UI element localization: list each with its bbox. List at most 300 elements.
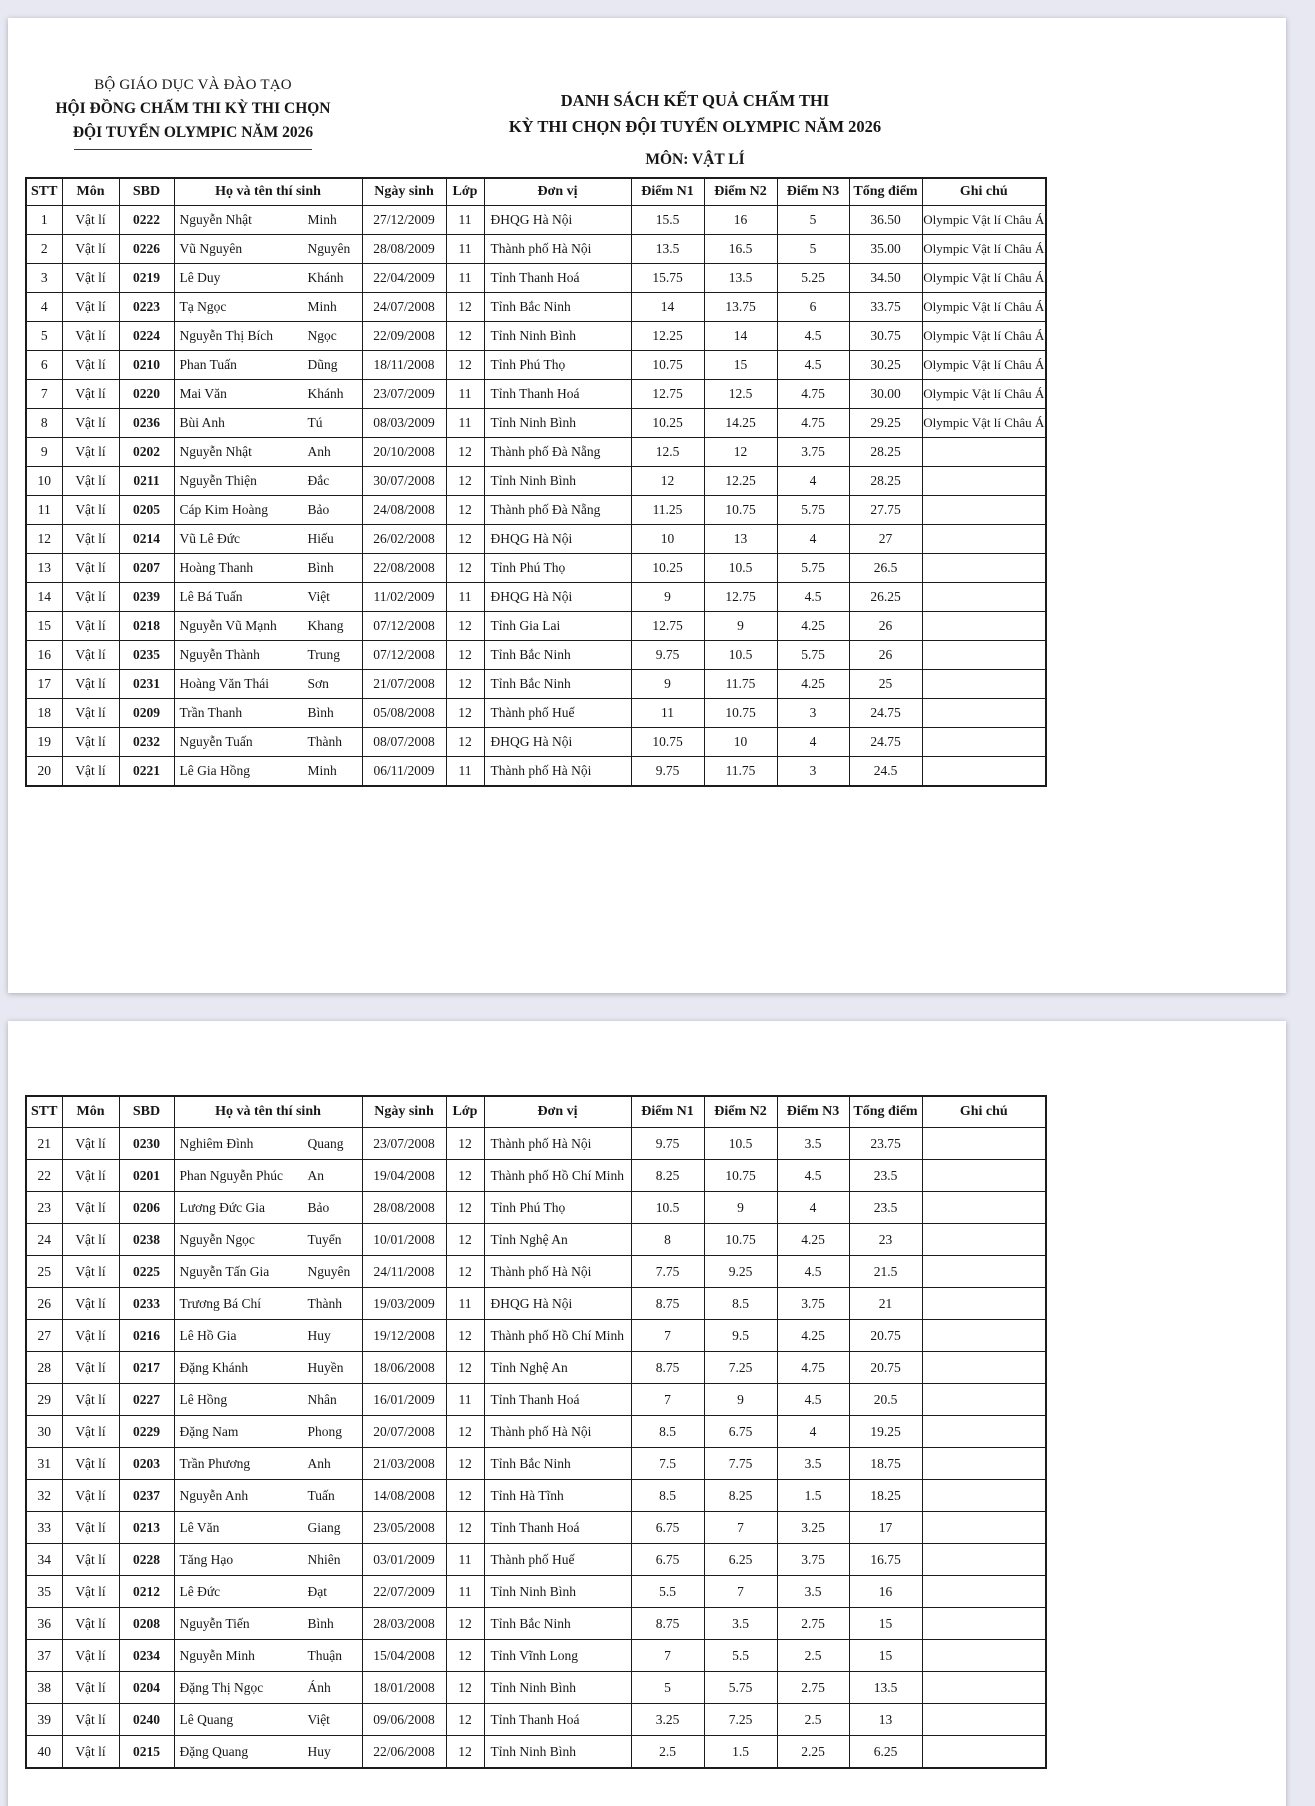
cell-sbd: 0229	[119, 1416, 174, 1448]
cell-score-n2: 12.5	[704, 380, 777, 409]
cell-total: 25	[849, 670, 922, 699]
cell-sbd: 0233	[119, 1288, 174, 1320]
cell-score-n1: 9	[631, 670, 704, 699]
cell-score-n1: 10.75	[631, 728, 704, 757]
cell-score-n3: 3.75	[777, 1288, 849, 1320]
cell-name-first: Tạ Ngọc	[179, 299, 227, 314]
cell-grade: 11	[446, 264, 484, 293]
cell-name	[174, 1576, 362, 1608]
table-row	[26, 641, 1046, 670]
col-header-score-n1: Điểm N1	[631, 1096, 704, 1128]
cell-total: 13	[849, 1704, 922, 1736]
cell-unit: Tỉnh Nghệ An	[484, 1352, 631, 1384]
cell-score-n1: 15.5	[631, 206, 704, 235]
table-row	[26, 409, 1046, 438]
cell-unit: Tỉnh Bắc Ninh	[484, 1448, 631, 1480]
col-header-unit: Đơn vị	[484, 178, 631, 206]
cell-name	[174, 1704, 362, 1736]
cell-name-last: Việt	[307, 589, 330, 604]
cell-score-n1: 8.5	[631, 1480, 704, 1512]
table-row	[26, 670, 1046, 699]
col-header-name: Họ và tên thí sinh	[174, 178, 362, 206]
cell-subject: Vật lí	[62, 670, 119, 699]
cell-unit: Tỉnh Hà Tĩnh	[484, 1480, 631, 1512]
cell-name	[174, 583, 362, 612]
cell-subject: Vật lí	[62, 1704, 119, 1736]
cell-score-n2: 15	[704, 351, 777, 380]
cell-total: 21.5	[849, 1256, 922, 1288]
cell-note	[922, 1448, 1046, 1480]
cell-unit: Tỉnh Ninh Bình	[484, 1736, 631, 1769]
cell-name-first: Nguyễn Nhật	[179, 444, 252, 459]
cell-note	[922, 1480, 1046, 1512]
cell-total: 20.75	[849, 1320, 922, 1352]
cell-grade: 12	[446, 1320, 484, 1352]
cell-note	[922, 1320, 1046, 1352]
cell-birthdate: 20/10/2008	[362, 438, 446, 467]
col-header-grade: Lớp	[446, 178, 484, 206]
cell-stt: 34	[26, 1544, 62, 1576]
cell-birthdate: 24/07/2008	[362, 293, 446, 322]
table-row	[26, 699, 1046, 728]
table-row	[26, 1352, 1046, 1384]
cell-score-n3: 3.5	[777, 1576, 849, 1608]
table-row	[26, 380, 1046, 409]
cell-birthdate: 18/01/2008	[362, 1672, 446, 1704]
cell-total: 21	[849, 1288, 922, 1320]
cell-unit: ĐHQG Hà Nội	[484, 728, 631, 757]
cell-subject: Vật lí	[62, 264, 119, 293]
cell-total: 26	[849, 612, 922, 641]
cell-score-n3: 3.75	[777, 1544, 849, 1576]
cell-name-last: Khánh	[307, 386, 344, 401]
cell-name-last: Đạt	[307, 1583, 327, 1599]
cell-grade: 12	[446, 1160, 484, 1192]
cell-name-last: Trung	[307, 647, 341, 662]
cell-name-last: Sơn	[307, 676, 329, 691]
cell-total: 30.75	[849, 322, 922, 351]
cell-name	[174, 1416, 362, 1448]
table-row	[26, 1256, 1046, 1288]
cell-score-n1: 10.75	[631, 351, 704, 380]
cell-score-n2: 8.5	[704, 1288, 777, 1320]
cell-score-n2: 14.25	[704, 409, 777, 438]
cell-score-n1: 10.25	[631, 409, 704, 438]
cell-score-n2: 10.75	[704, 699, 777, 728]
cell-score-n1: 12.25	[631, 322, 704, 351]
table-row	[26, 757, 1046, 787]
cell-total: 29.25	[849, 409, 922, 438]
cell-note	[922, 525, 1046, 554]
cell-name-first: Lê Hồng	[179, 1391, 228, 1407]
table-header-row	[26, 1096, 1046, 1128]
cell-grade: 12	[446, 1448, 484, 1480]
cell-total: 17	[849, 1512, 922, 1544]
cell-subject: Vật lí	[62, 1544, 119, 1576]
cell-name	[174, 641, 362, 670]
cell-birthdate: 23/05/2008	[362, 1512, 446, 1544]
cell-grade: 12	[446, 1480, 484, 1512]
cell-name-last: Hiếu	[307, 531, 334, 546]
cell-subject: Vật lí	[62, 380, 119, 409]
cell-total: 26	[849, 641, 922, 670]
cell-score-n3: 5.75	[777, 641, 849, 670]
cell-score-n3: 4.5	[777, 351, 849, 380]
cell-birthdate: 26/02/2008	[362, 525, 446, 554]
cell-sbd: 0213	[119, 1512, 174, 1544]
cell-note: Olympic Vật lí Châu Á	[922, 206, 1046, 235]
cell-sbd: 0219	[119, 264, 174, 293]
col-header-subject: Môn	[62, 178, 119, 206]
cell-name-first: Nguyễn Thành	[179, 647, 260, 662]
cell-name	[174, 1160, 362, 1192]
cell-birthdate: 28/03/2008	[362, 1608, 446, 1640]
cell-subject: Vật lí	[62, 1128, 119, 1160]
cell-birthdate: 08/03/2009	[362, 409, 446, 438]
table-row	[26, 1512, 1046, 1544]
cell-score-n3: 5.75	[777, 554, 849, 583]
cell-birthdate: 28/08/2009	[362, 235, 446, 264]
cell-note	[922, 1704, 1046, 1736]
table-row	[26, 496, 1046, 525]
cell-unit: Thành phố Đà Nẵng	[484, 496, 631, 525]
cell-score-n3: 4	[777, 467, 849, 496]
document-page-1	[8, 18, 1286, 993]
cell-total: 27.75	[849, 496, 922, 525]
cell-note: Olympic Vật lí Châu Á	[922, 293, 1046, 322]
cell-score-n3: 4.5	[777, 1256, 849, 1288]
cell-name-last: Huyền	[307, 1359, 344, 1375]
cell-score-n2: 9	[704, 1384, 777, 1416]
cell-birthdate: 22/06/2008	[362, 1736, 446, 1769]
cell-sbd: 0232	[119, 728, 174, 757]
cell-subject: Vật lí	[62, 757, 119, 787]
table-row	[26, 1704, 1046, 1736]
cell-name	[174, 235, 362, 264]
cell-score-n3: 4	[777, 525, 849, 554]
cell-name-last: Quang	[307, 1135, 344, 1151]
cell-total: 13.5	[849, 1672, 922, 1704]
cell-sbd: 0238	[119, 1224, 174, 1256]
table-row	[26, 1384, 1046, 1416]
cell-grade: 11	[446, 1288, 484, 1320]
cell-score-n3: 2.75	[777, 1608, 849, 1640]
cell-grade: 11	[446, 1544, 484, 1576]
cell-note	[922, 641, 1046, 670]
cell-stt: 25	[26, 1256, 62, 1288]
cell-unit: Tỉnh Ninh Bình	[484, 409, 631, 438]
cell-name-first: Lê Đức	[179, 1583, 221, 1599]
cell-score-n2: 7	[704, 1512, 777, 1544]
cell-score-n1: 11.25	[631, 496, 704, 525]
table-row	[26, 1480, 1046, 1512]
cell-name	[174, 206, 362, 235]
cell-name-first: Nguyễn Thiện	[179, 473, 257, 488]
cell-total: 35.00	[849, 235, 922, 264]
cell-score-n1: 10.25	[631, 554, 704, 583]
cell-note	[922, 699, 1046, 728]
cell-score-n2: 3.5	[704, 1608, 777, 1640]
cell-name-last: Thành	[307, 734, 342, 749]
cell-name	[174, 467, 362, 496]
cell-grade: 11	[446, 380, 484, 409]
cell-sbd: 0220	[119, 380, 174, 409]
cell-score-n3: 4.25	[777, 612, 849, 641]
cell-score-n3: 4.25	[777, 1320, 849, 1352]
cell-sbd: 0209	[119, 699, 174, 728]
cell-sbd: 0214	[119, 525, 174, 554]
cell-subject: Vật lí	[62, 1448, 119, 1480]
cell-score-n2: 9.25	[704, 1256, 777, 1288]
cell-total: 24.5	[849, 757, 922, 787]
cell-name-first: Lê Gia Hồng	[179, 763, 250, 778]
cell-note	[922, 1672, 1046, 1704]
cell-unit: Thành phố Huế	[484, 699, 631, 728]
cell-name-first: Nguyễn Vũ Mạnh	[179, 618, 277, 633]
cell-unit: Thành phố Hồ Chí Minh	[484, 1160, 631, 1192]
cell-birthdate: 23/07/2009	[362, 380, 446, 409]
cell-name	[174, 293, 362, 322]
cell-score-n3: 4.5	[777, 1384, 849, 1416]
cell-name-last: Huy	[307, 1327, 331, 1343]
cell-grade: 12	[446, 1192, 484, 1224]
cell-total: 34.50	[849, 264, 922, 293]
cell-name-last: Tuyển	[307, 1231, 342, 1247]
cell-sbd: 0211	[119, 467, 174, 496]
cell-total: 23.5	[849, 1160, 922, 1192]
cell-name-last: Khang	[307, 618, 344, 633]
cell-total: 20.5	[849, 1384, 922, 1416]
council-name-line2: ĐỘI TUYỂN OLYMPIC NĂM 2026	[72, 124, 314, 142]
cell-score-n3: 4	[777, 728, 849, 757]
col-header-birthdate: Ngày sinh	[362, 178, 446, 206]
cell-grade: 12	[446, 1608, 484, 1640]
cell-name	[174, 322, 362, 351]
cell-subject: Vật lí	[62, 1160, 119, 1192]
cell-score-n2: 9.5	[704, 1320, 777, 1352]
cell-score-n1: 8.75	[631, 1608, 704, 1640]
cell-unit: Tỉnh Thanh Hoá	[484, 1384, 631, 1416]
cell-stt: 16	[26, 641, 62, 670]
cell-score-n3: 6	[777, 293, 849, 322]
cell-grade: 12	[446, 1512, 484, 1544]
cell-score-n2: 16.5	[704, 235, 777, 264]
cell-subject: Vật lí	[62, 1224, 119, 1256]
cell-name-first: Bùi Anh	[179, 415, 225, 430]
cell-name-last: Tú	[307, 415, 323, 430]
cell-score-n2: 16	[704, 206, 777, 235]
table-row	[26, 728, 1046, 757]
cell-birthdate: 11/02/2009	[362, 583, 446, 612]
cell-stt: 2	[26, 235, 62, 264]
cell-subject: Vật lí	[62, 1512, 119, 1544]
cell-sbd: 0210	[119, 351, 174, 380]
cell-stt: 35	[26, 1576, 62, 1608]
cell-unit: Tỉnh Bắc Ninh	[484, 641, 631, 670]
cell-note	[922, 1256, 1046, 1288]
cell-unit: ĐHQG Hà Nội	[484, 525, 631, 554]
cell-sbd: 0218	[119, 612, 174, 641]
cell-unit: Tỉnh Gia Lai	[484, 612, 631, 641]
col-header-total: Tổng điểm	[849, 1096, 922, 1128]
cell-note	[922, 1512, 1046, 1544]
cell-grade: 12	[446, 496, 484, 525]
cell-note	[922, 1640, 1046, 1672]
cell-stt: 40	[26, 1736, 62, 1769]
cell-note: Olympic Vật lí Châu Á	[922, 235, 1046, 264]
cell-score-n3: 4.75	[777, 1352, 849, 1384]
cell-subject: Vật lí	[62, 1320, 119, 1352]
cell-stt: 32	[26, 1480, 62, 1512]
cell-name-last: Anh	[307, 1455, 331, 1471]
cell-score-n2: 10.75	[704, 1160, 777, 1192]
cell-name-first: Đặng Quang	[179, 1743, 249, 1759]
cell-total: 16.75	[849, 1544, 922, 1576]
cell-birthdate: 30/07/2008	[362, 467, 446, 496]
table-row	[26, 467, 1046, 496]
cell-name	[174, 1192, 362, 1224]
cell-birthdate: 21/07/2008	[362, 670, 446, 699]
cell-grade: 12	[446, 1672, 484, 1704]
cell-name-last: Thành	[307, 1295, 342, 1311]
cell-name-first: Hoàng Thanh	[179, 560, 254, 575]
header-underline	[74, 149, 312, 150]
cell-unit: Tỉnh Bắc Ninh	[484, 293, 631, 322]
cell-name	[174, 1320, 362, 1352]
cell-unit: Tỉnh Thanh Hoá	[484, 264, 631, 293]
cell-sbd: 0228	[119, 1544, 174, 1576]
cell-name-last: Minh	[307, 212, 337, 227]
cell-total: 23	[849, 1224, 922, 1256]
cell-score-n2: 10.5	[704, 1128, 777, 1160]
col-header-total: Tổng điểm	[849, 178, 922, 206]
cell-score-n2: 5.75	[704, 1672, 777, 1704]
cell-note	[922, 670, 1046, 699]
cell-name	[174, 1256, 362, 1288]
cell-total: 28.25	[849, 467, 922, 496]
cell-note	[922, 1416, 1046, 1448]
cell-name	[174, 670, 362, 699]
cell-birthdate: 16/01/2009	[362, 1384, 446, 1416]
cell-note: Olympic Vật lí Châu Á	[922, 351, 1046, 380]
cell-name	[174, 496, 362, 525]
cell-name	[174, 1352, 362, 1384]
cell-score-n2: 13.5	[704, 264, 777, 293]
cell-score-n1: 2.5	[631, 1736, 704, 1769]
cell-note: Olympic Vật lí Châu Á	[922, 380, 1046, 409]
cell-total: 23.75	[849, 1128, 922, 1160]
cell-score-n1: 6.75	[631, 1512, 704, 1544]
cell-name-first: Nghiêm Đình	[179, 1135, 254, 1151]
cell-score-n2: 10.75	[704, 1224, 777, 1256]
cell-name-last: Đắc	[307, 473, 330, 488]
cell-score-n3: 4.75	[777, 380, 849, 409]
cell-unit: ĐHQG Hà Nội	[484, 206, 631, 235]
document-title-line1: DANH SÁCH KẾT QUẢ CHẤM THI	[560, 91, 830, 110]
cell-name	[174, 409, 362, 438]
col-header-note: Ghi chú	[922, 1096, 1046, 1128]
cell-note	[922, 583, 1046, 612]
cell-total: 30.00	[849, 380, 922, 409]
cell-subject: Vật lí	[62, 1576, 119, 1608]
cell-score-n3: 5.75	[777, 496, 849, 525]
cell-unit: ĐHQG Hà Nội	[484, 1288, 631, 1320]
cell-birthdate: 21/03/2008	[362, 1448, 446, 1480]
cell-score-n2: 7.75	[704, 1448, 777, 1480]
cell-note	[922, 496, 1046, 525]
cell-stt: 37	[26, 1640, 62, 1672]
cell-sbd: 0212	[119, 1576, 174, 1608]
cell-name-last: Bình	[307, 705, 334, 720]
cell-birthdate: 08/07/2008	[362, 728, 446, 757]
cell-birthdate: 19/12/2008	[362, 1320, 446, 1352]
cell-subject: Vật lí	[62, 496, 119, 525]
cell-subject: Vật lí	[62, 1352, 119, 1384]
cell-grade: 12	[446, 728, 484, 757]
cell-subject: Vật lí	[62, 583, 119, 612]
cell-sbd: 0234	[119, 1640, 174, 1672]
cell-subject: Vật lí	[62, 1480, 119, 1512]
col-header-score-n3: Điểm N3	[777, 1096, 849, 1128]
cell-stt: 8	[26, 409, 62, 438]
cell-subject: Vật lí	[62, 699, 119, 728]
cell-subject: Vật lí	[62, 351, 119, 380]
cell-name-first: Trần Phương	[179, 1455, 251, 1471]
cell-grade: 12	[446, 1736, 484, 1769]
cell-unit: Thành phố Hà Nội	[484, 1128, 631, 1160]
cell-score-n2: 9	[704, 1192, 777, 1224]
cell-name-first: Đặng Khánh	[179, 1359, 249, 1375]
cell-score-n1: 5.5	[631, 1576, 704, 1608]
table-header-row	[26, 178, 1046, 206]
cell-name-first: Phan Nguyễn Phúc	[179, 1167, 283, 1183]
cell-subject: Vật lí	[62, 1416, 119, 1448]
document-title-block	[470, 88, 920, 173]
cell-note: Olympic Vật lí Châu Á	[922, 322, 1046, 351]
col-header-subject: Môn	[62, 1096, 119, 1128]
cell-score-n2: 11.75	[704, 757, 777, 787]
cell-score-n1: 9.75	[631, 641, 704, 670]
col-header-name: Họ và tên thí sinh	[174, 1096, 362, 1128]
cell-score-n1: 13.5	[631, 235, 704, 264]
cell-total: 36.50	[849, 206, 922, 235]
cell-stt: 1	[26, 206, 62, 235]
cell-score-n2: 5.5	[704, 1640, 777, 1672]
cell-unit: Tỉnh Phú Thọ	[484, 1192, 631, 1224]
cell-total: 23.5	[849, 1192, 922, 1224]
cell-score-n3: 4.5	[777, 583, 849, 612]
col-header-birthdate: Ngày sinh	[362, 1096, 446, 1128]
cell-sbd: 0221	[119, 757, 174, 787]
cell-score-n2: 9	[704, 612, 777, 641]
col-header-score-n1: Điểm N1	[631, 178, 704, 206]
cell-total: 26.5	[849, 554, 922, 583]
col-header-score-n2: Điểm N2	[704, 178, 777, 206]
cell-birthdate: 27/12/2009	[362, 206, 446, 235]
table-row	[26, 235, 1046, 264]
table-row	[26, 1448, 1046, 1480]
cell-birthdate: 24/11/2008	[362, 1256, 446, 1288]
cell-total: 15	[849, 1640, 922, 1672]
cell-name-first: Lê Quang	[179, 1711, 234, 1727]
table-row	[26, 351, 1046, 380]
cell-birthdate: 22/08/2008	[362, 554, 446, 583]
cell-unit: Thành phố Huế	[484, 1544, 631, 1576]
cell-name-last: Việt	[307, 1711, 330, 1727]
cell-birthdate: 03/01/2009	[362, 1544, 446, 1576]
cell-grade: 12	[446, 1128, 484, 1160]
cell-name-last: Bảo	[307, 502, 330, 517]
